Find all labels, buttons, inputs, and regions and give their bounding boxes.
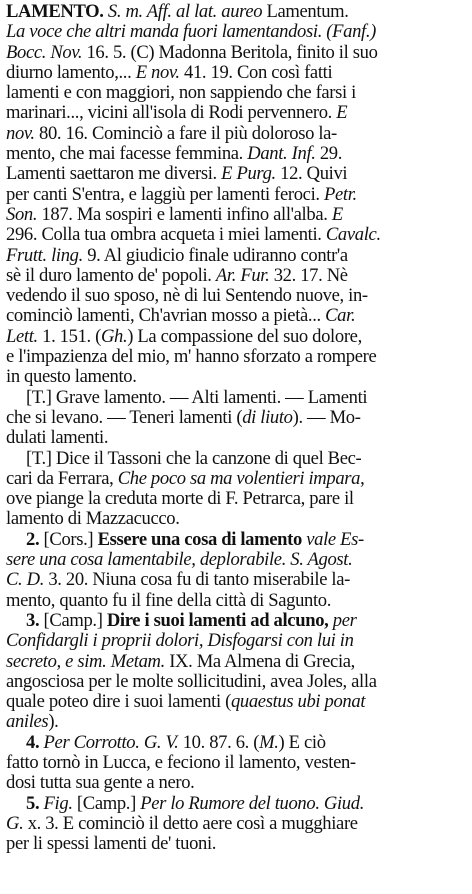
text-line — [6, 144, 466, 164]
text-run: Dire i suoi lamenti ad alcuno, — [106, 610, 329, 631]
text-line — [6, 63, 466, 83]
text-line — [6, 266, 466, 286]
text-line — [6, 246, 466, 266]
text-line — [6, 469, 466, 489]
text-run: 5. — [26, 793, 44, 814]
text-run: mento, che mai facesse femmina. — [6, 144, 248, 165]
text-line — [6, 327, 466, 347]
text-run: 3. — [26, 610, 44, 631]
text-run: Car. — [325, 306, 356, 327]
text-run: Ar. Fur. — [215, 265, 270, 286]
text-run: Che poco sa ma volentieri impara — [117, 468, 361, 489]
text-line — [6, 449, 466, 469]
text-run: S. m. Aff. al lat. aureo — [107, 2, 263, 22]
text-line — [6, 489, 466, 509]
text-run: Gh. — [100, 326, 128, 347]
text-line — [6, 22, 466, 42]
text-line — [6, 672, 466, 692]
text-line — [6, 205, 466, 225]
text-line — [6, 530, 466, 550]
text-run: di liuto — [242, 407, 293, 428]
text-run: lamenti e con maggiori, non sappiendo che farsi i — [6, 83, 356, 104]
text-run: 9. Al giudicio finale udiranno contr'a — [82, 245, 348, 266]
text-line — [6, 652, 466, 672]
text-run: [T.] Grave lamento. — Alti lamenti. — Lamenti — [26, 387, 368, 408]
text-run: IX. Ma Almena di Grecia, — [164, 651, 355, 672]
text-run: ove piange la creduta morte di F. Petrarca, pare il — [6, 489, 354, 510]
text-run: per canti S'entra, e laggiù per lamenti feroci. — [6, 184, 324, 205]
text-run: 1. 151. ( — [37, 326, 101, 347]
text-run: 10. 87. 6. ( — [178, 732, 260, 753]
text-run: quale poteo dire i suoi lamenti ( — [6, 692, 231, 713]
headword: LAMENTO. — [6, 2, 104, 22]
text-line — [6, 347, 466, 367]
text-line — [6, 428, 466, 448]
text-line — [6, 794, 466, 814]
text-run: 296. Colla tua ombra acqueta i miei lamenti. — [6, 225, 326, 246]
text-line — [6, 591, 466, 611]
text-run: sere una cosa lamentabile, deplorabile. S. Agost. — [6, 550, 353, 571]
text-run: fatto tornò in Lucca, e feciono il lamento, vesten- — [6, 752, 356, 773]
text-run: 41. 19. Con così fatti — [179, 62, 333, 83]
text-run: angosciosa per le molte sollicitudini, avea Joles, alla — [6, 671, 377, 692]
text-line — [6, 43, 466, 63]
text-run: diurno lamento,... — [6, 62, 136, 83]
text-run: secreto, e sim. Metam. — [6, 651, 165, 672]
text-line — [6, 2, 466, 22]
text-run: Bocc. Nov. — [6, 42, 83, 63]
text-run: Confidargli i proprii dolori, Disfogarsi con lui in — [6, 631, 354, 652]
text-run: Son. — [6, 204, 38, 225]
text-run: in questo lamento. — [6, 367, 137, 388]
text-run: ) E ciò — [278, 732, 326, 753]
text-run: 3. 20. Niuna cosa fu di tanto miserabile la- — [44, 570, 350, 591]
text-run: lamento di Mazzacucco. — [6, 509, 180, 530]
text-run: 187. Ma sospiri e lamenti infino all'alba. — [37, 204, 332, 225]
text-run: cari da Ferrara, — [6, 468, 118, 489]
text-run: [T.] Dice il Tassoni che la canzone di quel Bec- — [26, 448, 362, 469]
text-run: nov. — [6, 123, 35, 144]
text-run: Lamentum. — [262, 2, 349, 22]
text-run: La voce che altri manda fuori lamentandosi. (Fanf.) — [6, 22, 376, 43]
text-line — [6, 286, 466, 306]
text-run: Per Corrotto. G. V. — [43, 732, 179, 753]
text-line — [6, 550, 466, 570]
text-run: mento, quanto fu il fine della città di Sagunto. — [6, 590, 332, 611]
text-run: [Cors.] — [43, 529, 98, 550]
text-run: E Purg. — [221, 164, 276, 185]
text-run: 16. 5. (C) Madonna Beritola, finito il suo — [82, 42, 378, 63]
text-run: Petr. — [324, 184, 357, 205]
text-line — [6, 225, 466, 245]
text-line — [6, 367, 466, 387]
text-run: 32. 17. Nè — [269, 265, 348, 286]
text-run: 12. Quivi — [275, 164, 348, 185]
text-run: Cavalc. — [325, 225, 381, 246]
text-run: M. — [259, 732, 279, 753]
text-line — [6, 570, 466, 590]
text-line — [6, 185, 466, 205]
text-run: quaestus ubi ponat — [230, 692, 366, 713]
text-run: Frutt. ling. — [6, 245, 83, 266]
text-run: E nov. — [135, 62, 180, 83]
text-line — [6, 164, 466, 184]
text-run: Fig. — [43, 793, 73, 814]
text-run: Essere una cosa di lamento — [97, 529, 302, 550]
text-run: 80. 16. Cominciò a fare il più doloroso la- — [34, 123, 337, 144]
text-line — [6, 306, 466, 326]
text-run: dosi tutta sua gente a nero. — [6, 773, 195, 794]
text-line — [6, 408, 466, 428]
text-run: ). — [48, 712, 59, 733]
text-run: G. — [6, 813, 24, 834]
text-run: ) La compassione del suo dolore, — [127, 326, 362, 347]
text-line — [6, 692, 466, 712]
text-line — [6, 712, 466, 732]
text-run: sè il duro lamento de' popoli. — [6, 265, 216, 286]
text-run: E — [336, 103, 348, 124]
text-run: che si levano. — Teneri lamenti ( — [6, 407, 243, 428]
text-run: dulati lamenti. — [6, 428, 109, 449]
text-run: Per lo Rumore del tuono. Giud. — [140, 793, 365, 814]
text-run: E — [331, 204, 343, 225]
text-run: aniles — [6, 712, 49, 733]
text-line — [6, 753, 466, 773]
text-line — [6, 103, 466, 123]
text-run: Dant. Inf. — [247, 144, 316, 165]
text-run: 29. — [315, 144, 343, 165]
text-run: 4. — [26, 732, 44, 753]
text-run: e l'impazienza del mio, m' hanno sforzato a rompere — [6, 347, 377, 368]
text-line — [6, 83, 466, 103]
text-run: C. D. — [6, 570, 45, 591]
text-run: vedendo il suo sposo, nè di lui Sentendo nuove, in- — [6, 286, 368, 307]
text-line — [6, 814, 466, 834]
text-run: x. 3. E cominciò il detto aere così a mugghiare — [23, 813, 358, 834]
text-run: marinari..., vicini all'isola di Rodi pervennero. — [6, 103, 337, 124]
text-line — [6, 509, 466, 529]
text-run: [Camp.] — [43, 610, 107, 631]
text-run: [Camp.] — [72, 793, 141, 814]
text-line — [6, 834, 466, 854]
text-run: Lett. — [6, 326, 38, 347]
text-line — [6, 611, 466, 631]
text-line — [6, 733, 466, 753]
text-run: per li spessi lamenti de' tuoni. — [6, 834, 217, 855]
text-run: , — [360, 468, 365, 489]
text-run: per — [328, 610, 357, 631]
text-run: ). — Mo- — [292, 407, 361, 428]
text-line — [6, 773, 466, 793]
text-run: Lamenti saettaron me diversi. — [6, 164, 222, 185]
text-line — [6, 124, 466, 144]
text-run: cominciò lamenti, Ch'avrian mosso a pietà... — [6, 306, 326, 327]
text-run: 2. — [26, 529, 44, 550]
text-run: vale Es- — [301, 529, 364, 550]
text-line — [6, 388, 466, 408]
text-line — [6, 631, 466, 651]
